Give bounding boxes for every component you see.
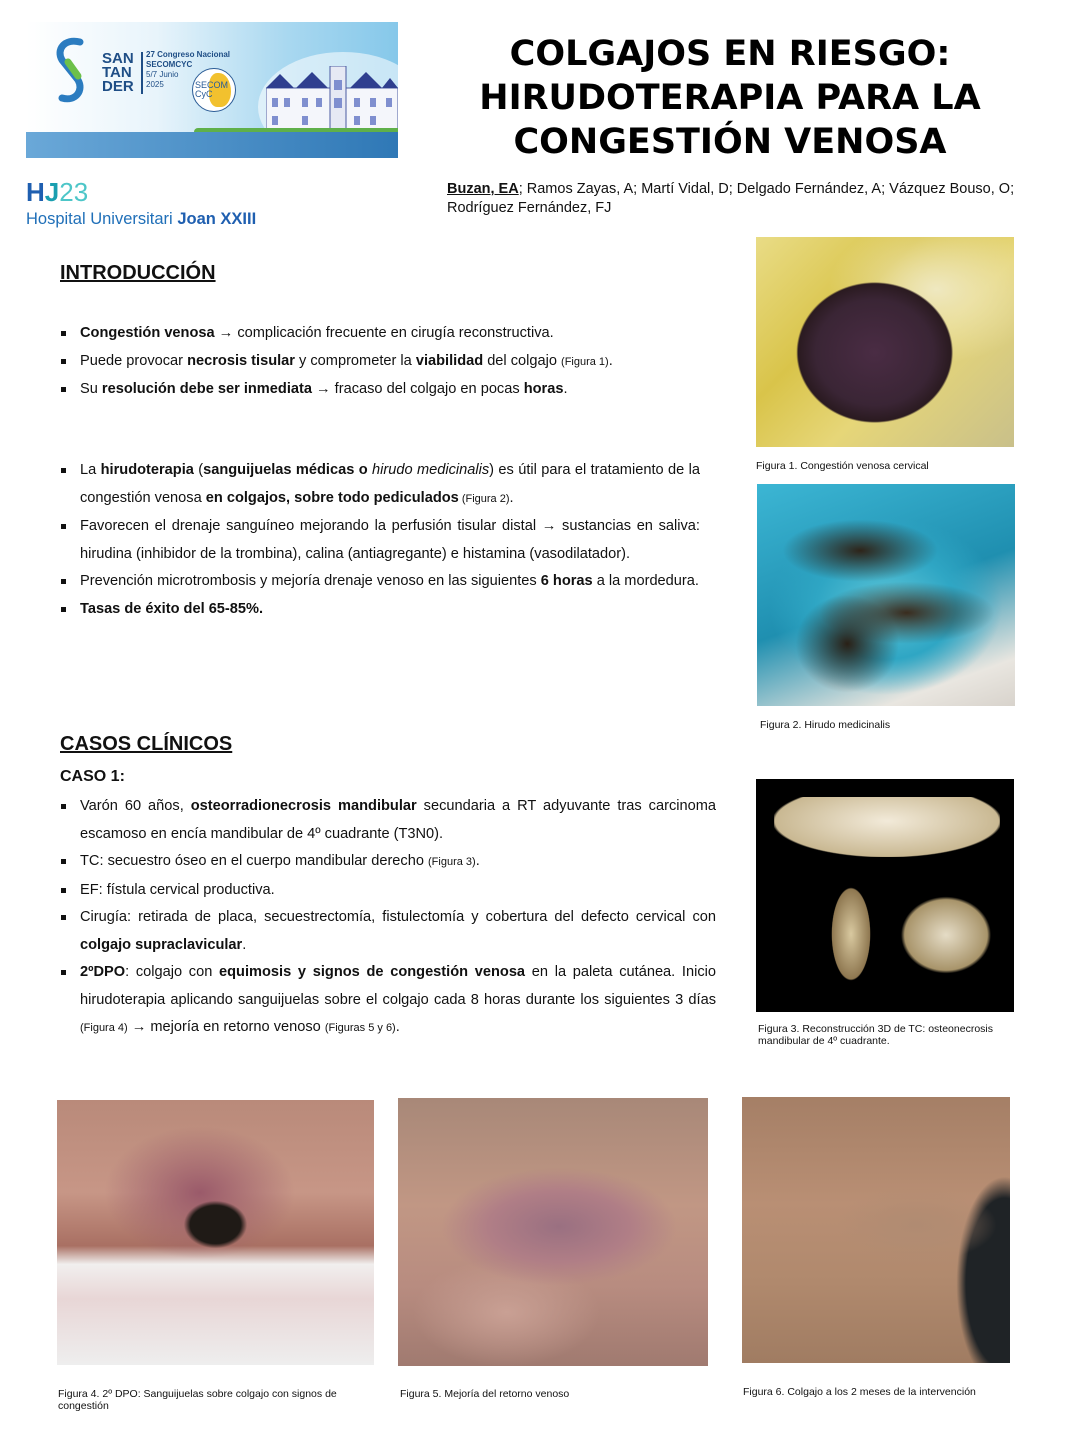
logo-letter-j: J xyxy=(44,177,60,207)
figure-5-caption: Figura 5. Mejoría del retorno venoso xyxy=(400,1388,570,1400)
hospital-name xyxy=(26,210,256,229)
case-1-label: CASO 1: xyxy=(60,768,125,785)
congress-dates: 5/7 Junio xyxy=(146,70,179,79)
divider xyxy=(141,52,143,94)
list-item: EF: fístula cervical productiva. xyxy=(60,877,716,905)
list-item: TC: secuestro óseo en el cuerpo mandibular derecho (Figura 3). xyxy=(60,848,716,877)
list-item: Congestión venosa → complicación frecuente en cirugía reconstructiva. xyxy=(60,320,700,348)
title-line: HIRUDOTERAPIA PARA LA xyxy=(479,78,981,118)
city-line: DER xyxy=(102,78,134,95)
figure-3-photo xyxy=(756,779,1014,1012)
first-author: Buzan, EA xyxy=(447,181,519,197)
intro-list-1 xyxy=(60,320,700,404)
poster-title xyxy=(430,32,1030,164)
list-item: Puede provocar necrosis tisular y comprometer la viabilidad del colgajo (Figura 1). xyxy=(60,348,700,377)
santander-s-logo-icon xyxy=(50,36,92,106)
figure-2-caption: Figura 2. Hirudo medicinalis xyxy=(760,719,891,731)
figure-1-caption: Figura 1. Congestión venosa cervical xyxy=(756,460,929,472)
hospital-name-bold: Joan XXIII xyxy=(177,210,257,228)
hospital-name-regular: Hospital Universitari xyxy=(26,210,173,228)
intro-list-2 xyxy=(60,457,700,623)
title-line: CONGESTIÓN VENOSA xyxy=(513,122,947,162)
list-item: Tasas de éxito del 65-85%. xyxy=(60,596,700,624)
authors xyxy=(447,180,1017,218)
figure-2-photo xyxy=(757,484,1015,706)
secom-logo-text: SECOM CyC xyxy=(195,80,229,99)
list-item: Favorecen el drenaje sanguíneo mejorando la perfusión tisular distal → sustancias en saliva: hirudina (inhibidor de la trombina), calina (antiagregante) e histamina (vasodilatador). xyxy=(60,513,700,568)
case-1-list xyxy=(60,793,716,1043)
banner-band xyxy=(26,132,398,158)
mandible-render xyxy=(856,839,1006,999)
figure-6-photo xyxy=(742,1097,1010,1363)
congress-society: SECOMCYC xyxy=(146,60,193,69)
section-heading-casos-clinicos: CASOS CLÍNICOS xyxy=(60,733,233,755)
logo-letter-h: H xyxy=(26,177,45,207)
figure-4-photo xyxy=(57,1100,374,1365)
list-item: Cirugía: retirada de placa, secuestrectomía, fistulectomía y cobertura del defecto cervical con colgajo supraclavicular. xyxy=(60,904,716,959)
hospital-logo-mark xyxy=(26,177,88,208)
list-item: Varón 60 años, osteorradionecrosis mandibular secundaria a RT adyuvante tras carcinoma escamoso en encía mandibular de 4º cuadrante (T3N0). xyxy=(60,793,716,848)
co-authors: ; Ramos Zayas, A; Martí Vidal, D; Delgado Fernández, A; Vázquez Bouso, O; Rodríguez Fernández, FJ xyxy=(447,181,1015,216)
figure-3-caption: Figura 3. Reconstrucción 3D de TC: osteonecrosis mandibular de 4º cuadrante. xyxy=(758,1023,993,1047)
city-line: SAN xyxy=(102,50,134,67)
logo-number: 23 xyxy=(59,177,89,207)
city-name xyxy=(102,52,134,94)
secomcyc-logo xyxy=(192,68,236,112)
figure-5-photo xyxy=(398,1098,708,1366)
section-heading-introduccion: INTRODUCCIÓN xyxy=(60,262,216,284)
figure-4-caption: Figura 4. 2º DPO: Sanguijuelas sobre colgajo con signos de congestión xyxy=(58,1388,337,1412)
list-item: Su resolución debe ser inmediata → fracaso del colgajo en pocas horas. xyxy=(60,376,700,404)
congress-name: 27 Congreso Nacional xyxy=(146,50,231,59)
city-line: TAN xyxy=(102,64,132,81)
figure-6-caption: Figura 6. Colgajo a los 2 meses de la intervención xyxy=(743,1386,976,1398)
title-line: COLGAJOS EN RIESGO: xyxy=(509,34,951,74)
figure-1-photo xyxy=(756,237,1014,447)
list-item: 2ºDPO: colgajo con equimosis y signos de congestión venosa en la paleta cutánea. Inicio hirudoterapia aplicando sanguijuelas sobre el colgajo cada 8 horas durante los siguientes 3 días (Figura 4) → mejoría en retorno venoso (Figuras 5 y 6). xyxy=(60,959,716,1043)
congress-banner xyxy=(26,22,398,158)
list-item: Prevención microtrombosis y mejoría drenaje venoso en las siguientes 6 horas a la mordedura. xyxy=(60,568,700,596)
list-item: La hirudoterapia (sanguijuelas médicas o hirudo medicinalis) es útil para el tratamiento de la congestión venosa en colgajos, sobre todo pediculados (Figura 2). xyxy=(60,457,700,513)
congress-year: 2025 xyxy=(146,80,164,89)
